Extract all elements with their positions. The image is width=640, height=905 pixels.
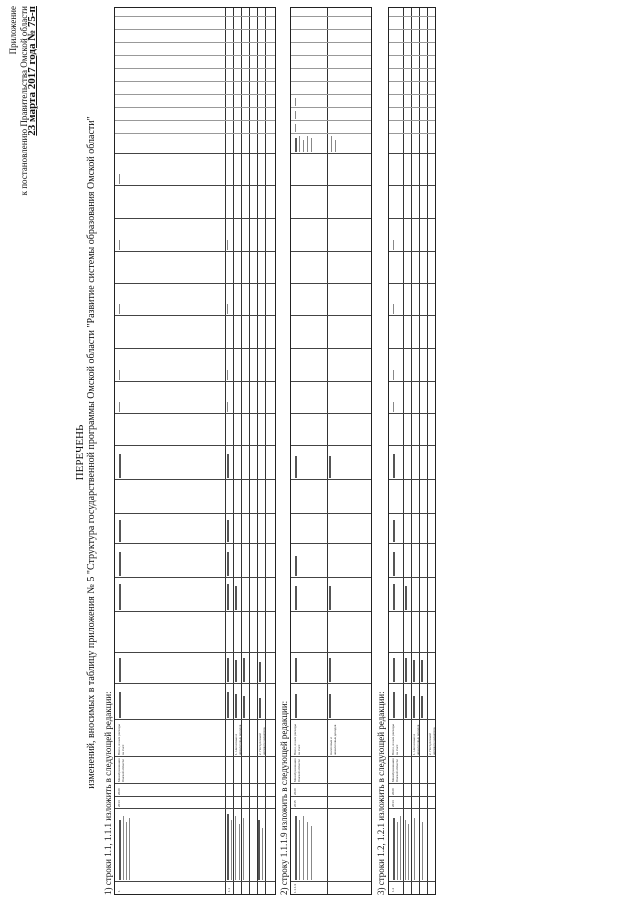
source-label: 2. Поступлений целевого характера [258, 727, 266, 755]
cell-text [235, 816, 236, 880]
cell-value [295, 124, 296, 132]
cell-text [119, 820, 121, 880]
cell-value [119, 240, 120, 250]
row-number: 1 [117, 890, 121, 892]
cell-text [422, 822, 423, 880]
cell-value [119, 304, 120, 314]
cell-value [227, 584, 229, 610]
source-label: 2. Поступлений целевого характера [428, 727, 436, 755]
table-2 [290, 7, 372, 895]
cell-value [307, 136, 308, 152]
cell-text [408, 824, 409, 880]
page-subtitle: изменений, вносимых в таблицу приложения № 5 "Структура государственной программы Омской области "Развитие системы образования Омской области" [86, 116, 97, 789]
cell-value [405, 586, 407, 610]
cell-value [329, 658, 331, 682]
cell-value [119, 174, 120, 184]
cell-value [303, 140, 304, 152]
cell-value [119, 520, 121, 542]
cell-value [119, 454, 121, 478]
cell-value [393, 370, 394, 380]
cell-value [119, 370, 120, 380]
cell-value [393, 240, 394, 250]
row-number: 1.1 [227, 887, 231, 892]
year-end: 2020 [117, 788, 121, 795]
cell-value [295, 694, 297, 718]
cell-value [259, 662, 261, 682]
cell-text [239, 824, 240, 880]
cell-text [295, 816, 297, 880]
item-2-text: 2) строку 1.1.1.9 изложить в следующей редакции: [279, 700, 289, 895]
cell-value [119, 658, 121, 682]
cell-value [227, 402, 228, 412]
cell-value [393, 520, 395, 542]
source-label: Налоговых и неналоговых доходов [329, 724, 337, 755]
cell-value [311, 138, 312, 152]
cell-value [119, 692, 121, 718]
cell-value [393, 584, 395, 610]
cell-value [227, 658, 229, 682]
cell-text [307, 822, 308, 880]
cell-text [126, 822, 127, 880]
cell-value [393, 552, 395, 576]
cell-value [235, 660, 237, 682]
cell-text [231, 820, 232, 880]
cell-value [227, 692, 229, 718]
cell-value [119, 402, 120, 412]
cell-text [258, 820, 260, 880]
cell-value [227, 304, 228, 314]
cell-text [227, 814, 229, 880]
cell-value [413, 696, 415, 718]
cell-value [329, 586, 331, 610]
cell-value [295, 586, 297, 610]
cell-text [129, 818, 130, 880]
cell-value [119, 584, 121, 610]
cell-value [295, 556, 297, 576]
cell-value [299, 136, 300, 152]
item-3-text: 3) строки 1.2, 1.2.1 изложить в следующей редакции: [376, 691, 386, 895]
cell-value [295, 111, 296, 119]
cell-value [335, 140, 336, 152]
year-start: 2014 [117, 800, 121, 807]
executor: Минобразования Омской области [117, 758, 125, 782]
cell-value [295, 658, 297, 682]
cell-value [227, 552, 229, 576]
cell-value [393, 692, 395, 718]
executor: Минобразования Омской области [293, 758, 301, 782]
cell-text [393, 818, 395, 880]
cell-value [405, 694, 407, 718]
cell-value [295, 98, 296, 106]
row-number: 1.1.1.9 [293, 883, 297, 893]
cell-value [235, 586, 237, 610]
cell-value [413, 660, 415, 682]
cell-value [393, 658, 395, 682]
cell-value [329, 694, 331, 718]
cell-value [421, 660, 423, 682]
cell-value [243, 658, 245, 682]
cell-text [123, 816, 124, 880]
cell-value [405, 658, 407, 682]
year-end: 2020 [391, 788, 395, 795]
cell-value [227, 520, 229, 542]
cell-text [414, 818, 415, 880]
table-3 [388, 7, 436, 895]
cell-text [243, 818, 244, 880]
source-label: Всего, из них расходы за счет: [391, 724, 399, 755]
cell-text [311, 826, 312, 880]
executor: Минобразования Омской области [391, 758, 399, 782]
table-1 [114, 7, 276, 895]
source-label: Всего, из них расходы за счет: [293, 724, 301, 755]
cell-value [259, 698, 261, 718]
page-title: ПЕРЕЧЕНЬ [74, 424, 86, 481]
cell-text [397, 822, 398, 880]
cell-text [400, 816, 401, 880]
cell-value [295, 138, 297, 152]
cell-value [329, 456, 331, 478]
item-1-text: 1) строки 1.1, 1.1.1 изложить в следующей редакции: [103, 691, 113, 895]
cell-value [235, 694, 237, 718]
cell-value [393, 402, 394, 412]
cell-text [299, 820, 300, 880]
source-label: 1. Налоговых и неналоговых доходов [412, 724, 420, 755]
cell-value [227, 454, 229, 478]
cell-value [227, 370, 228, 380]
cell-value [243, 696, 245, 718]
decree-date-number: 23 марта 2017 года № 75-п [26, 6, 38, 136]
cell-text [262, 828, 263, 880]
cell-value [119, 552, 121, 576]
cell-value [393, 304, 394, 314]
source-label: 1. Налоговых и неналоговых доходов [234, 724, 242, 755]
row-number: 1.2 [391, 887, 395, 892]
cell-value [421, 696, 423, 718]
cell-value [331, 136, 332, 152]
cell-text [303, 816, 304, 880]
cell-text [405, 820, 406, 880]
cell-value [295, 456, 297, 478]
year-end: 2020 [293, 788, 297, 795]
appendix-to: к постановлению Правительства Омской области [19, 6, 29, 196]
source-label: Всего, из них расходы за счет: [117, 724, 125, 755]
year-start: 2014 [391, 800, 395, 807]
year-start: 2015 [293, 800, 297, 807]
appendix-label: Приложение [8, 6, 18, 55]
cell-value [227, 240, 228, 250]
cell-value [393, 454, 395, 478]
